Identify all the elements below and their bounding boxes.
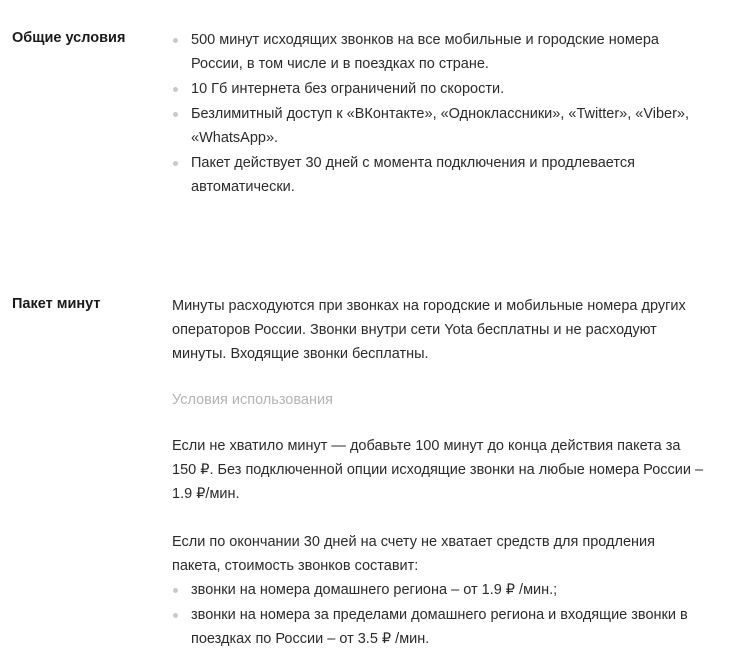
usage-conditions-subheading: Условия использования [172, 392, 333, 408]
section-body-general-conditions [172, 28, 743, 200]
list-item: Безлимитный доступ к «ВКонтакте», «Одноклассники», «Twitter», «Viber», «WhatsApp». [172, 102, 707, 150]
minutes-expiry-text: Если по окончании 30 дней на счету не хватает средств для продления пакета, стоимость звонков составит: [172, 534, 655, 574]
section-title-general-conditions: Общие условия [12, 30, 126, 46]
list-item: 500 минут исходящих звонков на все мобильные и городские номера России, в том числе и в поездках по стране. [172, 28, 707, 76]
list-item: звонки на номера за пределами домашнего региона и входящие звонки в поездках по России – от 3.5 ₽ /мин. [172, 603, 707, 651]
section-general-conditions [0, 0, 743, 200]
spacer [172, 412, 707, 434]
section-body-minutes-package [172, 294, 743, 652]
list-item: 10 Гб интернета без ограничений по скорости. [172, 77, 707, 101]
list-item: звонки на номера домашнего региона – от 1.9 ₽ /мин.; [172, 578, 707, 602]
general-conditions-list [172, 28, 707, 199]
minutes-extra-text: Если не хватило минут — добавьте 100 минут до конца действия пакета за 150 ₽. Без подключенной опции исходящие звонки на любые номера России – 1.9 ₽/мин. [172, 438, 704, 502]
list-item: Пакет действует 30 дней с момента подключения и продлевается автоматически. [172, 151, 707, 199]
spacer [172, 506, 707, 530]
minutes-rates-list [172, 578, 707, 651]
minutes-intro-text: Минуты расходуются при звонках на городские и мобильные номера других операторов России. Звонки внутри сети Yota бесплатны и не расходуют минуты. Входящие звонки бесплатны. [172, 298, 686, 362]
section-minutes-package [0, 200, 743, 652]
section-title-minutes-package: Пакет минут [12, 296, 101, 312]
spacer [172, 366, 707, 388]
